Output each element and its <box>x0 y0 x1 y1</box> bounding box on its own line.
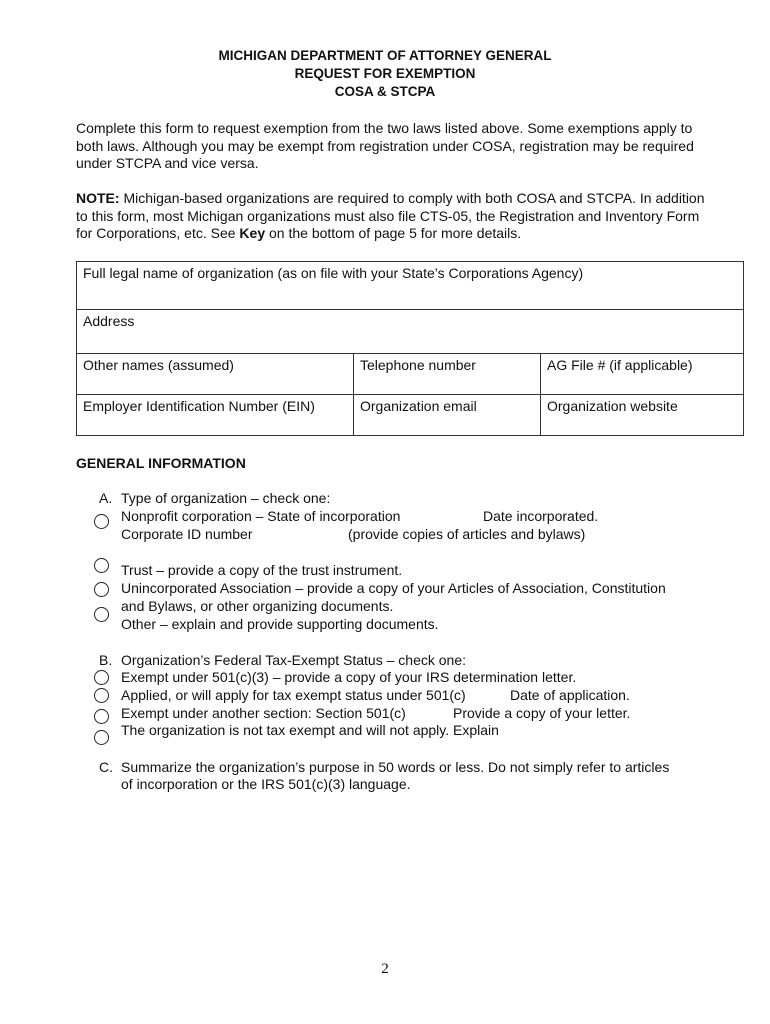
ag-file-field[interactable]: AG File # (if applicable) <box>541 354 744 395</box>
note-label: NOTE: <box>76 190 120 206</box>
section-c-marker: C. <box>99 759 113 775</box>
section-b-marker: B. <box>99 652 113 668</box>
note-key: Key <box>239 225 266 241</box>
website-field[interactable]: Organization website <box>541 395 744 436</box>
organization-info-table <box>76 261 744 436</box>
form-title-line2: REQUEST FOR EXEMPTION <box>294 66 476 81</box>
copies-note: (provide copies of articles and bylaws) <box>348 526 586 542</box>
legal-name-field[interactable]: Full legal name of organization (as on file with your State’s Corporations Agency) <box>77 262 744 310</box>
trust-label: Trust – provide a copy of the trust instrument. <box>121 562 403 578</box>
applied-label: Applied, or will apply for tax exempt status under 501(c) <box>121 687 466 703</box>
not-exempt-label: The organization is not tax exempt and will not apply. Explain <box>121 722 499 738</box>
other-label: Other – explain and provide supporting documents. <box>121 616 439 632</box>
section-a-question: Type of organization – check one: <box>121 490 331 506</box>
unincorporated-label-1: Unincorporated Association – provide a copy of your Articles of Association, Constitution <box>121 580 666 596</box>
form-title-line3: COSA & STCPA <box>334 84 436 99</box>
radio-unincorporated[interactable] <box>94 582 109 597</box>
provide-letter-label: Provide a copy of your letter. <box>453 705 631 721</box>
radio-nonprofit[interactable] <box>94 514 109 529</box>
date-application-label: Date of application. <box>510 687 630 703</box>
radio-other-section[interactable] <box>94 709 109 724</box>
section-b-question: Organization’s Federal Tax-Exempt Status – check one: <box>121 652 466 668</box>
radio-other[interactable] <box>94 607 109 622</box>
telephone-field[interactable]: Telephone number <box>354 354 541 395</box>
section-c-line2: of incorporation or the IRS 501(c)(3) language. <box>121 776 411 792</box>
address-field[interactable]: Address <box>77 310 744 354</box>
note-text-1: Michigan-based organizations are required to comply with both COSA and STCPA. In addition to this form, most Michigan organizations must also file CTS-05, the Registration and Inventory Form for Corporations, etc. See <box>76 190 705 241</box>
other-section-label: Exempt under another section: Section 501(c) <box>121 705 406 721</box>
section-a-marker: A. <box>99 490 113 506</box>
exempt-501c3-label: Exempt under 501(c)(3) – provide a copy of your IRS determination letter. <box>121 669 577 685</box>
corporate-id-label: Corporate ID number <box>121 526 253 542</box>
date-incorporated-label: Date incorporated. <box>483 508 599 524</box>
radio-not-exempt[interactable] <box>94 730 109 745</box>
nonprofit-label: Nonprofit corporation – State of incorporation <box>121 508 401 524</box>
general-info-heading: GENERAL INFORMATION <box>76 455 246 471</box>
form-title-line1: MICHIGAN DEPARTMENT OF ATTORNEY GENERAL <box>218 48 552 63</box>
intro-paragraph: Complete this form to request exemption from the two laws listed above. Some exemptions apply to both laws. Although you may be exempt from registration under COSA, registration may be required under STCPA and vice versa. <box>76 120 694 171</box>
other-names-field[interactable]: Other names (assumed) <box>77 354 354 395</box>
radio-applied[interactable] <box>94 688 109 703</box>
page-number: 2 <box>381 961 389 977</box>
radio-trust[interactable] <box>94 558 109 573</box>
note-paragraph <box>76 190 716 243</box>
email-field[interactable]: Organization email <box>354 395 541 436</box>
unincorporated-label-2: and Bylaws, or other organizing documents. <box>121 598 394 614</box>
ein-field[interactable]: Employer Identification Number (EIN) <box>77 395 354 436</box>
section-c-line1: Summarize the organization’s purpose in 50 words or less. Do not simply refer to articles <box>121 759 670 775</box>
note-text-2: on the bottom of page 5 for more details. <box>265 225 522 241</box>
radio-exempt-501c3[interactable] <box>94 670 109 685</box>
